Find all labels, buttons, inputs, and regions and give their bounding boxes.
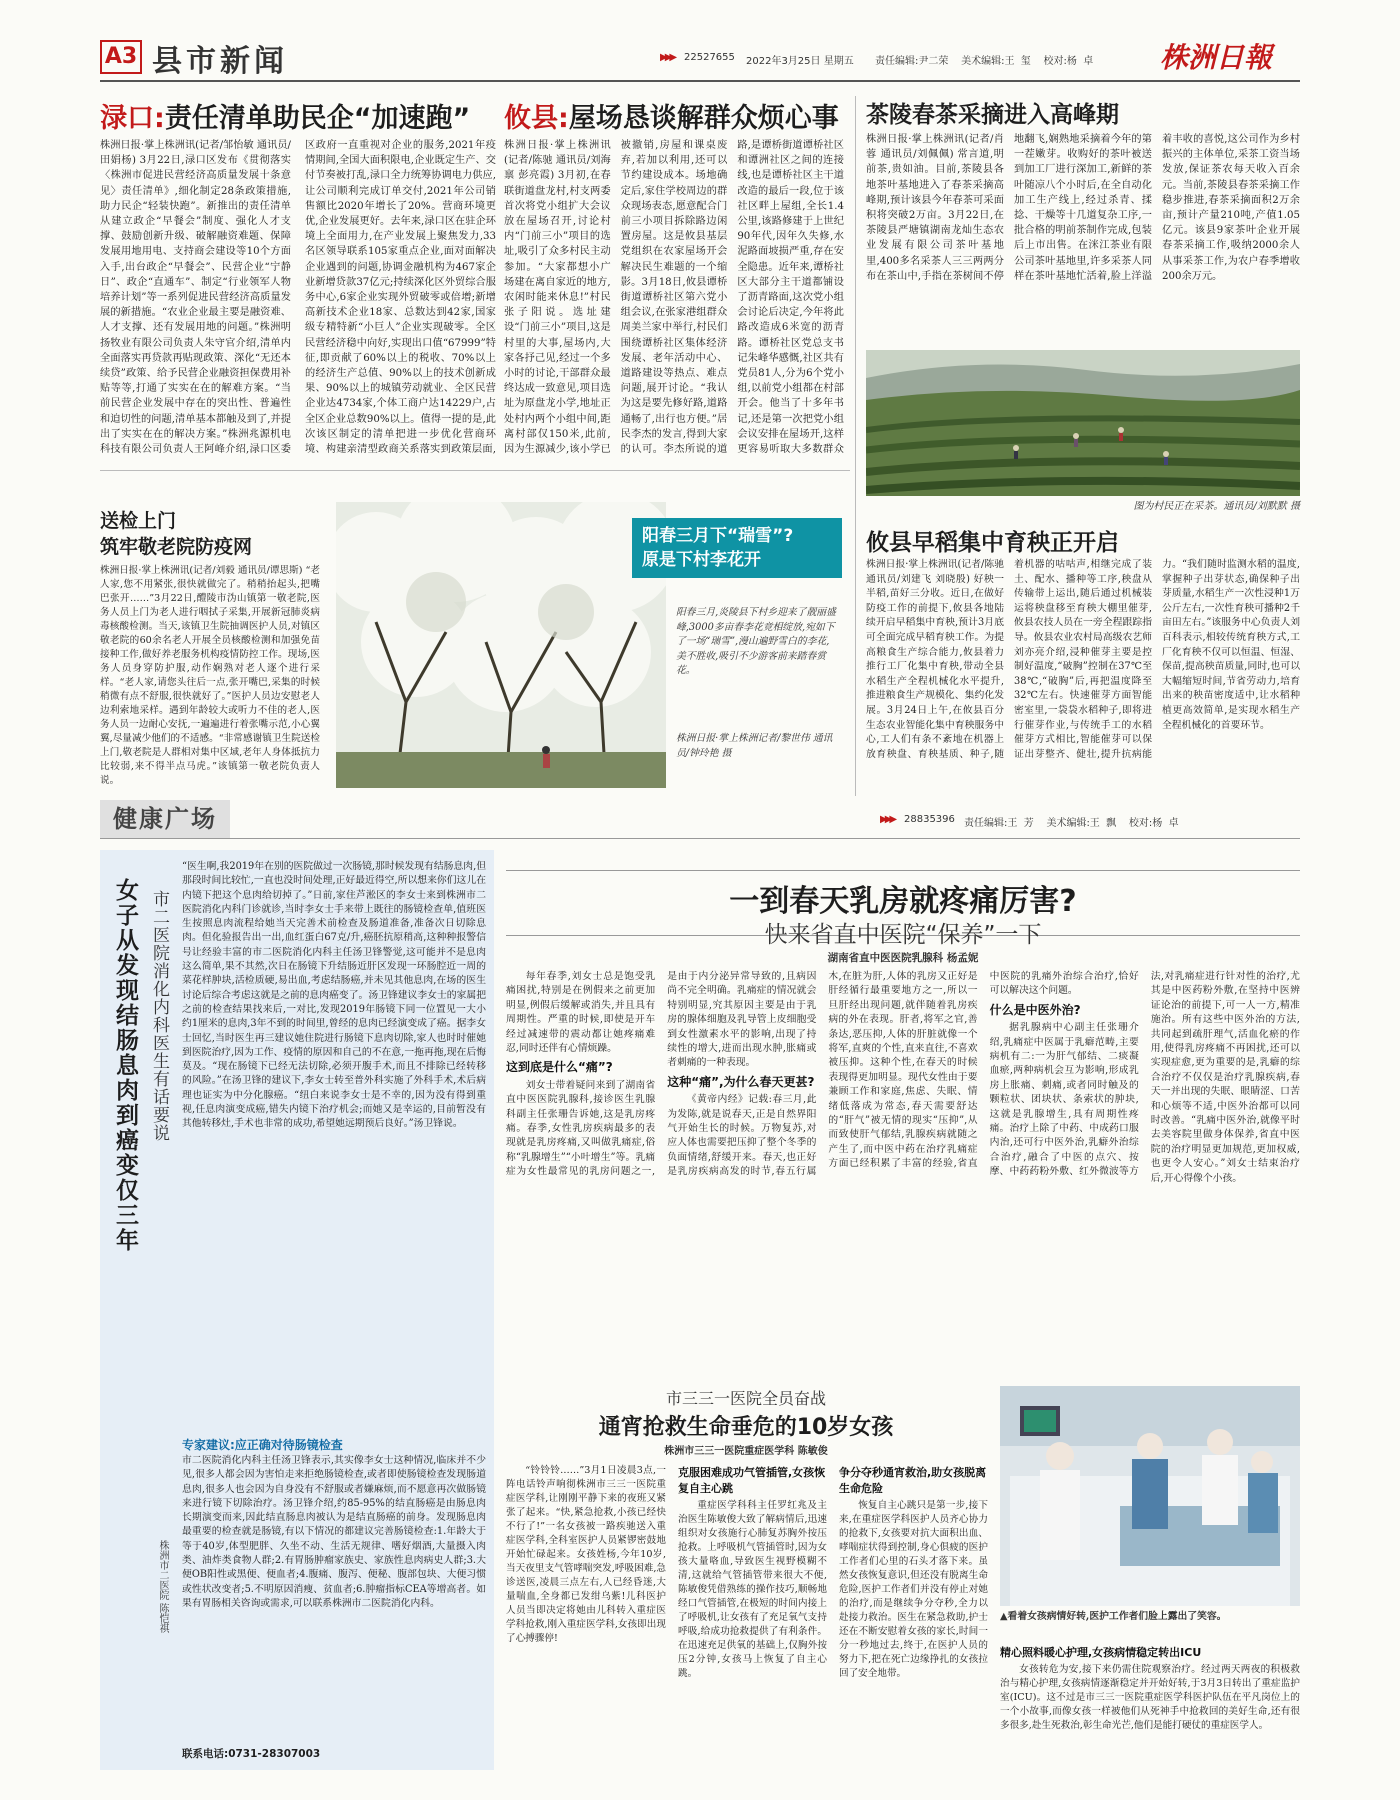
article-icu-rescue (506, 1386, 1300, 1770)
colon-polyp-subhead: 专家建议:应正确对待肠镜检查 (182, 1438, 343, 1452)
article-youxian (504, 96, 844, 464)
article-lukou-title (100, 96, 470, 135)
title-location: 攸县 (504, 103, 558, 134)
article-early-rice-body: 株洲日报·掌上株洲讯(记者/陈驰 通讯员/刘建飞 刘晓殷) 好秧一半稻,苗好三分收。近日,在做好防疫工作的前提下,攸县各地陆续开启早稻集中育秧,预计3月底可全面完成早稻育秧工作。为提高粮食生产综合能力,攸县着力推行工厂化集中育秧,带动全县水稻生产全程机械化水平提升,推进粮食生产规模化、集约化发展。3月24日上午,在攸县百分生态农业智能化集中育秧服务中心,工人们有条不紊地在机器上放育秧盘、育秧基质、种子,随着机器的咕咕声,相继完成了装土、配水、播种等工序,秧盘从传输带上运出,随后通过机械装运将秧盘移至育秧大棚里催芽,攸县农技人员在一旁全程跟踪指导。攸县农业农村局高级农艺师刘亦亮介绍,浸种催芽主要是控制好温度,“破胸”控制在37℃至38℃,“破胸”后,再把温度降至32℃左右。快速催芽方面智能密室里,一袋袋水稻种子,即将进行催芽作业,与传统手工的水稻催芽方式相比,智能催芽可以保证出芽整齐、健壮,提升抗病能力。“我们随时监测水稻的温度,掌握种子出芽状态,确保种子出芽质量,水稻生产一次性浸种1万公斤左右,一次性育秧可播种2千亩田左右。”该服务中心负责人刘百科表示,相较传统育秧方式,工厂化育秧不仅可以恒温、恒湿、保苗,提高秧苗质量,同时,也可以大幅缩短时间,节省劳动力,培育出来的秧苗密度适中,让水稻种植更高效简单,是实现水稻生产全程机械化的首要环节。 (866, 559, 1300, 760)
page-header (100, 36, 1300, 86)
title-location: 渌口 (100, 103, 154, 134)
plum-blossom-image (336, 502, 666, 788)
plum-headline-box (632, 518, 842, 578)
article-chaling (866, 96, 1300, 516)
icu-rescue-col2b (678, 1464, 988, 1770)
health-phone: 28835396 (904, 814, 955, 825)
icu-rescue-title: 通宵抢救生命垂危的10岁女孩 (598, 1415, 894, 1440)
article-lukou (100, 96, 496, 464)
breast-pain-para3: 《黄帝内经》记载:春三月,此为发陈,就是说春天,正是自然界阳气开始生长的时候。万物复苏,对应人体也需要把压抑了整个冬季的负面情绪,舒缓开来。春天,也正好是乳房疾病高发的时节,春五行属木,在脏为肝,人体的乳房又正好是肝经循行最重要地方之一,所以一旦肝经出现问题,就伴随着乳房疾病的外在表现。肝者,将军之官,善条达,恶压抑,人体的肝脏就像一个将军,直爽的个性,直来直往,不喜欢被压抑。这种个性,在春天的时候表现得更加明显。现代女性由于要兼顾工作和家庭,焦虑、失眠、情绪低落成为常态,春天需要舒达的“肝气”被无情的现实“压抑”,从而致使肝气郁结,乳腺疾病就随之产生了,而中医中药在治疗乳痛症方面已经积累了丰富的经验,省直中医院的乳痛外治综合治疗,恰好可以解决这个问题。 (667, 971, 1139, 1178)
colon-polyp-byline: 株洲市二医院 陈恺祺 (157, 1540, 168, 1634)
health-editors: 责任编辑:王 芳 美术编辑:王 飘 校对:杨 卓 (964, 818, 1179, 829)
health-arrow-icon: ▶▶▶ (880, 814, 895, 825)
article-chaling-body: 株洲日报·掌上株洲讯(记者/肖蓉 通讯员/刘佩佩) 常言道,明前茶,贵如油。目前,茶陵县各地茶叶基地进入了春茶采摘高峰期,预计该县今年春茶可采面积将突破2万亩。3月22日,在茶陵县严塘镇湖南龙灿生态农业发展有限公司茶叶基地里,400多名采茶人三三两两分布在茶山中,手指在茶树间不停地翻飞,娴熟地采摘着今年的第一茬嫩芽。收购好的茶叶被送到加工厂进行深加工,新鲜的茶叶随凉八个小时后,在全自动化加工生产线上,经过杀青、揉捻、干燥等十几道复杂工序,一批合格的明前茶制作完成,包装后上市出售。在洣江茶业有限公司茶叶基地里,许多采茶人同样在茶叶基地忙活着,脸上洋溢着丰收的喜悦,这公司作为乡村振兴的主体单位,采茶工资当场发放,保证茶农每天收入百余元。当前,茶陵县春茶采摘工作稳步推进,春茶采摘面积2万余亩,预计产量210吨,产值1.05亿元。该县9家茶叶企业开展春茶采摘工作,吸纳2000余人从事采茶工作,为农户春季增收200余万元。 (866, 134, 1300, 282)
colon-polyp-subtitle: 市二医院消化内科医生有话要说 (149, 890, 169, 1142)
icu-rescue-subhead2: 争分夺秒通宵救治,助女孩脱离生命危险 (839, 1466, 987, 1495)
column-divider (855, 96, 856, 796)
health-section-header (100, 800, 1300, 840)
icu-rescue-subhead1: 克服困难成功气管插管,女孩恢复自主心跳 (678, 1466, 826, 1495)
breast-pain-subhead2: 这种“痛”,为什么春天更甚? (667, 1074, 815, 1089)
icu-image (1000, 1386, 1300, 1606)
article-colon-polyp (100, 850, 494, 1770)
plum-blossom-photo (336, 502, 666, 788)
tea-photo-caption: 图为村民正在采茶。通讯员/刘默默 摄 (1133, 501, 1300, 512)
title-separator: : (558, 103, 569, 134)
article-early-rice (866, 524, 1300, 796)
breast-pain-para1: 每年春季,刘女士总是饱受乳痛困扰,特别是在例假来之前更加明显,例假后缓解或消失,并且具有周期性。严重的时候,即使是开车经过减速带的震动都让她疼痛难忍,同时还伴有心情烦躁。 (506, 971, 656, 1055)
tea-garden-photo (866, 350, 1300, 496)
icu-rescue-para2: 重症医学科科主任罗红兆及主治医生陈敏俊大致了解病情后,迅速组织对女孩施行心肺复苏胸外按压抢救。上呼吸机气管插管时,因为女孩大量咯血,导致医生视野模糊不清,这就给气管插管带来很大不便,陈敏俊凭借熟练的操作技巧,顺畅地经口气管插管,在极短的时间内接上了呼吸机,让女孩有了充足氧气支持呼吸,给成功抢救提供了有利条件。在迅速充足供氧的基础上,仅胸外按压2分钟,女孩马上恢复了自主心跳。 (678, 1500, 827, 1679)
section-rule (100, 470, 850, 471)
article-lukou-body: 株洲日报·掌上株洲讯(记者/邹怡敏 通讯员/田娟杨) 3月22日,渌口区发布《贯彻落实〈株洲市促进民营经济高质量发展十条意见〉责任清单》,细化制定28条政策措施,助力民企“轻装快跑”。新推出的责任清单从建立政企“早餐会”制度、强化人才支撑、鼓励创新升级、破解融资难题、保障发展用地用电、支持商会建设等10个方面入手,出台政企“早餐会”、民营企业“宁静日”、政企“直通车”、制定“行业领军人物培养计划”等一系列促进民营经济高质量发展的新措施。“农业企业最主要是融资难、人才支撑、还有发展用地的问题。”株洲明扬牧业有限公司负责人朱守官介绍,清单内全面落实再贷款再贴现政策、深化“无还本续贷”政策、给予民营企业融资担保费用补贴等等,打通了实实在在的解难方案。“当前民营企业发展中存在的突出性、普遍性和迫切性的问题,清单基本都触及到了,并提出了实实在在的解决方案。”株洲兆源机电科技有限公司负责人王阿峰介绍,渌口区委区政府一直重视对企业的服务,2021年疫情期间,全国大面积限电,企业既定生产、交付节奏被打乱,渌口全力统筹协调电力供应,让公司顺利完成订单交付,2021年公司销售额比2020年增长了20%。营商环境更优,企业发展更好。去年来,渌口区在驻企环境上全面用力,在产业发展上聚焦发力,33名区领导联系105家重点企业,面对面解决企业遇到的问题,协调金融机构为467家企业新增贷款37亿元;持续深化区外贸综合服务中心,6家企业实现外贸破零或倍增;新增高新技术企业18家、总数达到42家,国家级专精特新“小巨人”企业实现破零。全区民营经济稳中向好,实现出口值“67999”特征,即贡献了60%以上的税收、70%以上的经济生产总值、90%以上的技术创新成果、90%以上的城镇劳动就业、全区民营企业达4734家,个体工商户达14229户,占全区企业总数90%以上。值得一提的是,此次该区制定的清单把进一步优化营商环境、构建亲清型政商关系落实到政策层面, (100, 140, 496, 456)
article-chaling-title: 茶陵春茶采摘进入高峰期 (866, 102, 1119, 128)
icu-rescue-para1: “铃铃铃……”3月1日凌晨3点,一阵电话铃声响彻株洲市三三一医院重症医学科,让刚刚平静下来的夜班又紧张了起来。“快,紧急抢救,小孩已经快不行了!”一名女孩被一路疾驰送入重症医学科,全科室医护人员紧锣密鼓地开始忙碌起来。女孩姓杨,今年10岁,当天夜里支气管哮喘突发,呼吸困难,急诊送医,凌晨三点左右,人已经昏迷,大量喘血,全身都已发绀乌紫!儿科医护人员当即决定将她由儿科转入重症医学科抢救,刚入重症医学科,女孩即出现了心搏骤停! (506, 1465, 666, 1644)
health-section-title: 健康广场 (100, 800, 230, 838)
masthead-logo: 株洲日報 (1160, 41, 1273, 74)
header-arrow-icon: ▶▶▶ (660, 52, 675, 63)
plum-headline-line1: 阳春三月下“瑞雪”? (642, 526, 794, 546)
title-rest: 责任清单助民企“加速跑” (164, 103, 471, 134)
breast-pain-subhead3: 什么是中医外治? (989, 1002, 1081, 1017)
article-youxian-body: 株洲日报·掌上株洲讯(记者/陈驰 通讯员/刘海禀 彭亮霞) 3月初,在春联街道盘龙村,村支两委首次将党小组扩大会议放在屋场召开,讨论村内“门前三小”项目的选址,吸引了众多村民主动参加。“大家都想小广场建在离自家近的地方,农闲时能来休息!”村民张子阳说。选址建设“门前三小”项目,这是村里的大事,屋场内,大家各抒己见,经过一个多小时的讨论,干部群众最终达成一致意见,项目选址为原盘龙小学,地址正处村内两个小组中间,距离村部仅150米,此前,因为生源减少,该小学已被撤销,房屋和课桌废弃,若加以利用,还可以节约建设成本。场地确定后,家住学校周边的群众现场表态,愿意配合门前三小项目拆除路边闲置房屋。这是攸县基层党组织在农家屋场开会解决民生难题的一个缩影。3月18日,攸县谭桥街道谭桥社区第六党小组会议,在张家港组群众周美兰家中举行,村民们围绕谭桥社区集体经济发展、老年活动中心、道路建设等热点、难点问题,展开讨论。“我认为这是要先修好路,道路通畅了,出行也方便。”居民李杰的发言,得到大家的认可。李杰所说的道路,是谭桥街道谭桥社区和谭洲社区之间的连接线,也是谭桥社区主干道改造的最后一段,位于该社区畔上屋组,全长1.4公里,该路修建于上世纪90年代,因年久失修,水泥路面坡损严重,存在安全隐患。近年来,谭桥社区大部分主干道都铺设了沥青路面,这次党小组会讨论后决定,今年将此路改造成6米宽的沥青路。谭桥社区党总支书记朱峰华感慨,社区共有党员81人,分为6个党小组,以前党小组都在村部开会。他当了十多年书记,还是第一次把党小组会议安排在屋场开,这样更容易听取大多数群众 (504, 140, 844, 456)
breast-pain-body (506, 970, 1300, 1374)
page-number-badge: A3 (100, 40, 142, 74)
breast-pain-para4: 据乳腺病中心副主任张珊介绍,乳痛症中医属于乳癖范畴,主要病机有二:一为肝气郁结、二痰凝血瘀,两种病机会互为影响,形成乳房上胀痛、刺痛,或者同时触及的颗粒状、团块状、条索状的肿块,这就是乳腺增生,具有周期性疼痛。治疗上除了中药、中成药口服内治,还可行中医外治,乳癖外治综合治疗,融合了中医的点穴、按摩、中药药粉外敷、红外微波等方法,对乳痛症进行针对性的治疗,尤其是中医药粉外敷,在坚持中医辨证论治的前提下,可一人一方,精准施治。所有这些中医外治的方法,共同起到疏肝理气,活血化瘀的作用,使得乳房疼痛不再困扰,还可以实现症愈,更为重要的是,乳癖的综合治疗不仅仅是治疗乳腺疾病,春天一并出现的失眠、眼睛涩、口苦和心烦等不适,中医外治都可以同时改善。“乳痛中医外治,就像平时去美容院里做身体保养,省直中医院的治疗明显更加规范,更加权威,也更令人安心。”刘女士结束治疗后,开心得像个小孩。 (989, 971, 1300, 1184)
plum-photo-caption: 阳春三月,炎陵县下村乡迎来了靓丽盛峰,3000多亩春李花竞相绽放,宛如下了一场“瑞雪”,漫山遍野雪白的李花,美不胜收,吸引不少游客前来踏春赏花。 (676, 607, 836, 676)
plum-headline-line2: 原是下村李花开 (642, 550, 761, 570)
breast-pain-title: 一到春天乳房就疼痛厉害? (729, 884, 1077, 919)
article-youxian-title (504, 96, 839, 135)
icu-rescue-para4: 女孩转危为安,接下来仍需住院观察治疗。经过两天两夜的积极救治与精心护理,女孩病情逐渐稳定并开始好转,于3月3日转出了重症监护室(ICU)。这不过是市三三一医院重症医学科医护队伍在平凡岗位上的一个小故事,而像女孩一样被他们从死神手中抢救回的美好生命,还有很多很多,赴生死救治,彰生命光芒,他们是能打硬仗的重症医学人。 (1000, 1664, 1300, 1731)
icu-photo-caption: ▲看着女孩病情好转,医护工作者们脸上露出了笑容。 (1000, 1611, 1227, 1622)
plum-photo-credit: 株洲日报·掌上株洲记者/黎世伟 通讯员/钟玲艳 摄 (676, 733, 833, 759)
section-title: 县市新闻 (152, 44, 288, 79)
header-date: 2022年3月25日 星期五 (746, 56, 854, 67)
breast-pain-subhead1: 这到底是什么“痛”? (506, 1060, 613, 1075)
breast-pain-subtitle: 快来省直中医院“保养”一下 (764, 922, 1042, 948)
header-phone: 22527655 (684, 52, 735, 63)
health-rule (100, 838, 1300, 839)
icu-rescue-para3: 恢复自主心跳只是第一步,接下来,在重症医学科医护人员齐心协力的抢救下,女孩要对抗大面积出血、哮喘症状得到控制,身心俱疲的医护工作者们心里的石头才落下来。虽然女孩恢复意识,但还没有脱离生命危险,医护工作者们并没有停止对她的治疗,而是继续争分夺秒,全力以赴接力救治。医生在紧急救助,护士还在不断安慰着女孩的家长,时间一分一秒地过去,终于,在医护人员的努力下,把在死亡边缘挣扎的女孩拉回了安全地带。 (839, 1500, 988, 1679)
article-plum-blossom (336, 496, 848, 796)
icu-photo (1000, 1386, 1300, 1606)
icu-rescue-subhead3: 精心照料暖心护理,女孩病情稳定转出ICU (1000, 1646, 1202, 1659)
colon-polyp-title: 女子从发现结肠息肉到癌变仅三年 (112, 878, 138, 1253)
article-early-rice-title: 攸县早稻集中育秧正开启 (866, 530, 1119, 556)
article-nursing-home-title2: 筑牢敬老院防疫网 (100, 536, 253, 558)
article-nursing-home (100, 506, 320, 796)
breast-pain-para2: 刘女士带着疑问来到了湖南省直中医医院乳腺科,接诊医生乳腺科副主任张珊告诉她,这是乳房疼痛。春季,女性乳房疾病最多的表现就是乳房疼痛,又叫做乳痛症,俗称“乳腺增生”“小叶增生”等。乳痛症为女性最常见的乳房问题之一,是由于内分泌异常导致的,且病因尚不完全明确。乳痛症的情况就会特别明显,究其原因主要是由于乳房的腺体细胞及乳导管上皮细胞受到女性激素水平的影响,出现了持续性的增大,进而出现水肿,胀痛或者刺痛的一种表现。 (506, 971, 817, 1178)
article-breast-pain (506, 850, 1300, 1378)
article-nursing-home-title1: 送检上门 (100, 510, 177, 532)
colon-polyp-contact: 联系电话:0731-28307003 (182, 1748, 321, 1760)
tea-garden-image (866, 350, 1300, 496)
title-separator: : (154, 103, 165, 134)
breast-pain-byline: 湖南省直中医医院乳腺科 杨孟妮 (827, 952, 979, 964)
icu-rescue-kicker: 市三三一医院全员奋战 (665, 1389, 826, 1408)
colon-polyp-body2: 市二医院消化内科主任汤卫锋表示,其实像李女士这种情况,临床并不少见,很多人都会因为害怕走来拒绝肠镜检查,或者即使肠镜检查发现肠道息肉,很多人也会因为自身没有不舒服或者嫌麻烦,而不愿意再次做肠镜来进行镜下切除治疗。汤卫锋介绍,约85-95%的结直肠癌是由肠息肉长期演变而来,因此结直肠息肉被认为是结直肠癌的前身。发现肠息肉最重要的检查就是肠镜,有以下情况的都建议完善肠镜检查:1.年龄大于等于40岁,体型肥胖、久坐不动、生活无规律、嗜好烟酒,大量摄入肉类、油炸类食物人群;2.有胃肠肿瘤家族史、家族性息肉病史人群;3.大便OB阳性或黑便、便血者;4.腹痛、腹泻、便秘、腹部包块、大便习惯或性状改变者;5.不明原因消瘦、贫血者;6.肿瘤指标CEA等增高者。如果有胃肠相关咨询或需求,可以联系株洲市二医院消化内科。 (182, 1455, 486, 1609)
colon-polyp-body1: “医生啊,我2019年在别的医院做过一次肠镜,那时候发现有结肠息肉,但那段时间比较忙,一直也没时间处理,正好最近得空,所以想来你们这儿在内镜下把这个息肉给切掉了。”日前,家住芦淞区的李女士来到株洲市二医院消化内科门诊就诊,当时李女士手来带上既往的肠镜检查单,值班医生按照息肉流程给她当天完善术前检查及肠道准备,准备次日切除息肉。但化验报告出一出,血红蛋白67克/升,癌胚抗原稍高,这种种报警信号让经验丰富的市二医院消化内科主任汤卫锋警觉,这可能并不是息肉这么简单,果不其然,次日在肠镜下升结肠近肝区发现一环肠腔近一周的菜花样肿块,活检质硬,易出血,考虑结肠癌,并未见其他息肉,在场的医生讨论后综合考虑这就是之前的息肉癌变了。汤卫锋建议李女士的家属把之前的检查结果找来后,一对比,发现2019年肠镜下同一位置见一大小约1厘米的息肉,3年不到的时间里,曾经的息肉已经演变成了癌。据李女士回忆,当时医生再三建议她住院进行肠镜下息肉切除,家人也时时催她到医院治疗,因为工作、疫情的原因和自己的不在意,一拖再拖,现在后悔莫及。“现在肠镜下已经无法切除,必须开腹手术,而且不排除已经转移的风险。”在汤卫锋的建议下,李女士转至普外科实施了外科手术,术后病理也证实为中分化腺癌。“纽白来说李女士是不幸的,因为没有得到重视,任息肉演变成癌,错失内镜下治疗机会;而她又是幸运的,目前暂没有其他转移灶,手术也非常的成功,希望她远期预后良好。”汤卫锋说。 (182, 861, 486, 1130)
header-editors: 责任编辑:尹二荣 美术编辑:王 玺 校对:杨 卓 (875, 56, 1094, 67)
title-rest: 屋场恳谈解群众烦心事 (568, 103, 839, 134)
icu-rescue-byline: 株洲市三三一医院重症医学科 陈敏俊 (664, 1446, 828, 1457)
article-nursing-home-body: 株洲日报·掌上株洲讯(记者/刘毅 通讯员/谭思斯) “老人家,您不用紧张,很快就做完了。稍稍抬起头,把嘴巴张开……”3月22日,醴陵市沩山镇第一敬老院,医务人员上门为老人进行咽拭子采集,开展新冠肺炎病毒核酸检测。当天,该镇卫生院抽调医护人员,对镇区敬老院的60余名老人开展全员核酸检测和加强免苗接种工作,做好养老服务机构疫情防控工作。现场,医务人员身穿防护服,动作娴熟对老人逐个进行采样。“老人家,请您头往后一点,张开嘴巴,采集的时候稍微有点不舒服,很快就好了。”医护人员边安慰老人边利索地采样。遇到年龄较大或听力不佳的老人,医务人员一边耐心安抚,一遍遍进行着张嘴示范,小心翼翼,尽量减少他们的不适感。“非常感谢镇卫生院送检上门,敬老院是人群相对集中区域,老年人身体抵抗力比较弱,来不得半点马虎。”该镇第一敬老院负责人说。 (100, 565, 320, 786)
header-rule (100, 80, 1300, 82)
icu-rescue-col3 (1000, 1644, 1300, 1770)
